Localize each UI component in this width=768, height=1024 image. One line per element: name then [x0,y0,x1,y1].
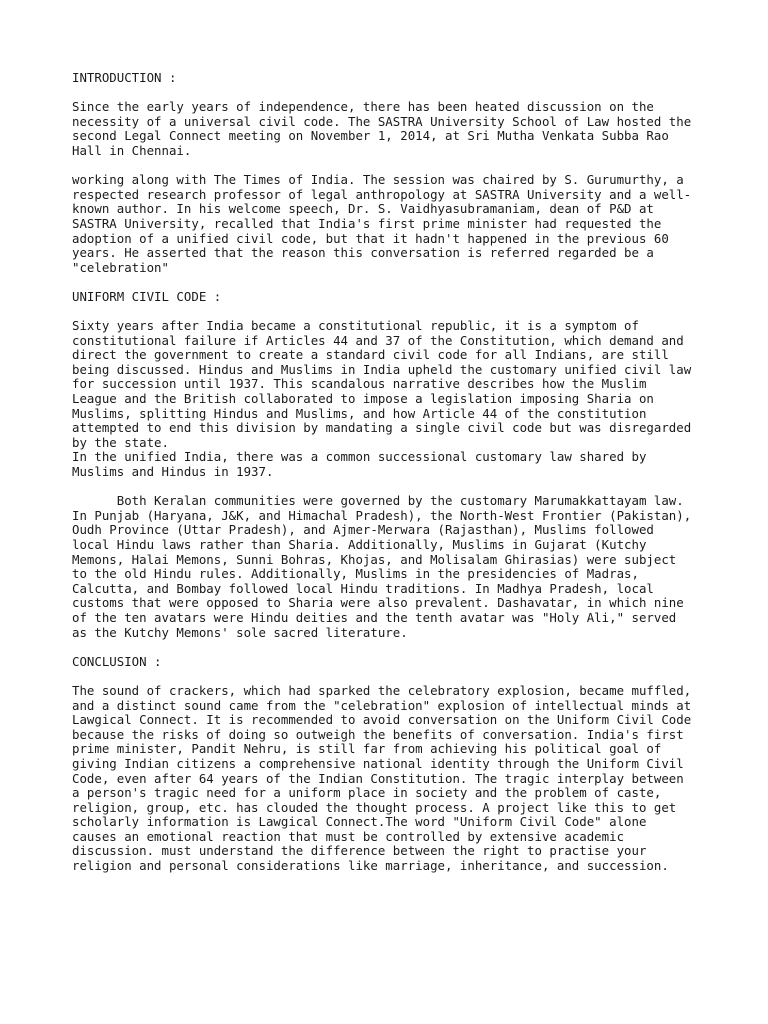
text-line: direct the government to create a standard civil code for all Indians, are still [72,347,669,363]
text-line: giving Indian citizens a comprehensive national identity through the Uniform Civil [72,755,684,771]
text-line: years. He asserted that the reason this conversation is referred regarded be a [72,245,654,261]
text-line: customs that were opposed to Sharia were also prevalent. Dashavatar, in which nine [72,595,684,611]
text-line: Memons, Halai Memons, Sunni Bohras, Khojas, and Molisalam Ghirasias) were subject [72,551,677,567]
text-line: necessity of a universal civil code. The SASTRA University School of Law hosted the [72,113,692,129]
text-line: Oudh Province (Uttar Pradesh), and Ajmer-Merwara (Rajasthan), Muslims followed [72,522,654,538]
ucc-paragraph-1 [72,319,712,480]
conclusion-heading [72,655,712,670]
text-line: In Punjab (Haryana, J&K, and Himachal Pradesh), the North-West Frontier (Pakistan), [72,507,692,523]
text-line: to the old Hindu rules. Additionally, Muslims in the presidencies of Madras, [72,566,639,582]
text-line: second Legal Connect meeting on November 1, 2014, at Sri Mutha Venkata Subba Rao [72,128,669,144]
intro-heading [72,71,712,86]
ucc-paragraph-2 [72,494,712,640]
text-line: for succession until 1937. This scandalous narrative describes how the Muslim [72,376,647,392]
text-line: Sixty years after India became a constitutional republic, it is a symptom of [72,318,639,334]
text-line: respected research professor of legal anthropology at SASTRA University and a well- [72,186,692,202]
text-line: working along with The Times of India. The session was chaired by S. Gurumurthy, a [72,172,684,188]
text-line: adoption of a unified civil code, but that it hadn't happened in the previous 60 [72,230,669,246]
text-line: scholarly information is Lawgical Connect.The word "Uniform Civil Code" alone [72,814,647,830]
text-line: causes an emotional reaction that must be controlled by extensive academic [72,828,625,844]
text-line: of the ten avatars were Hindu deities and the tenth avatar was "Holy Ali," served [72,609,677,625]
text-line: UNIFORM CIVIL CODE : [72,288,222,304]
document-page [72,71,712,874]
text-line: a person's tragic need for a uniform place in society and the problem of caste, [72,785,662,801]
text-line: constitutional failure if Articles 44 and 37 of the Constitution, which demand and [72,332,684,348]
text-line: discussion. must understand the difference between the right to practise your [72,843,647,859]
text-line: The sound of crackers, which had sparked the celebratory explosion, became muffled, [72,682,692,698]
text-line: Lawgical Connect. It is recommended to avoid conversation on the Uniform Civil Code [72,712,692,728]
text-line: League and the British collaborated to impose a legislation imposing Sharia on [72,391,654,407]
text-line: religion and personal considerations like marriage, inheritance, and succession. [72,858,669,874]
conclusion-paragraph [72,684,712,874]
text-line: Both Keralan communities were governed by the customary Marumakkattayam law. [72,493,684,509]
intro-paragraph-1 [72,100,712,158]
text-line: CONCLUSION : [72,653,162,669]
text-line: by the state. [72,434,169,450]
text-line: Code, even after 64 years of the Indian Constitution. The tragic interplay between [72,770,684,786]
text-line: Muslims and Hindus in 1937. [72,464,274,480]
text-line: Hall in Chennai. [72,142,192,158]
text-line: because the risks of doing so outweigh the benefits of conversation. India's first [72,726,684,742]
text-line: INTRODUCTION : [72,70,177,85]
text-line: known author. In his welcome speech, Dr. S. Vaidhyasubramaniam, dean of P&D at [72,201,654,217]
text-line: religion, group, etc. has clouded the thought process. A project like this to get [72,799,677,815]
text-line: SASTRA University, recalled that India's first prime minister had requested the [72,215,662,231]
text-line: "celebration" [72,259,169,275]
intro-paragraph-2 [72,173,712,275]
text-line: Calcutta, and Bombay followed local Hindu traditions. In Madhya Pradesh, local [72,580,654,596]
text-line: Muslims, splitting Hindus and Muslims, and how Article 44 of the constitution [72,405,647,421]
text-line: prime minister, Pandit Nehru, is still far from achieving his political goal of [72,741,662,757]
text-line: being discussed. Hindus and Muslims in India upheld the customary unified civil law [72,361,692,377]
text-line: local Hindu laws rather than Sharia. Additionally, Muslims in Gujarat (Kutchy [72,537,647,552]
text-line: In the unified India, there was a common successional customary law shared by [72,449,647,465]
text-line: and a distinct sound came from the "celebration" explosion of intellectual minds at [72,697,692,713]
ucc-heading [72,290,712,305]
text-line: attempted to end this division by mandating a single civil code but was disregarded [72,420,692,436]
text-line: as the Kutchy Memons' sole sacred literature. [72,624,408,640]
text-line: Since the early years of independence, there has been heated discussion on the [72,99,654,115]
